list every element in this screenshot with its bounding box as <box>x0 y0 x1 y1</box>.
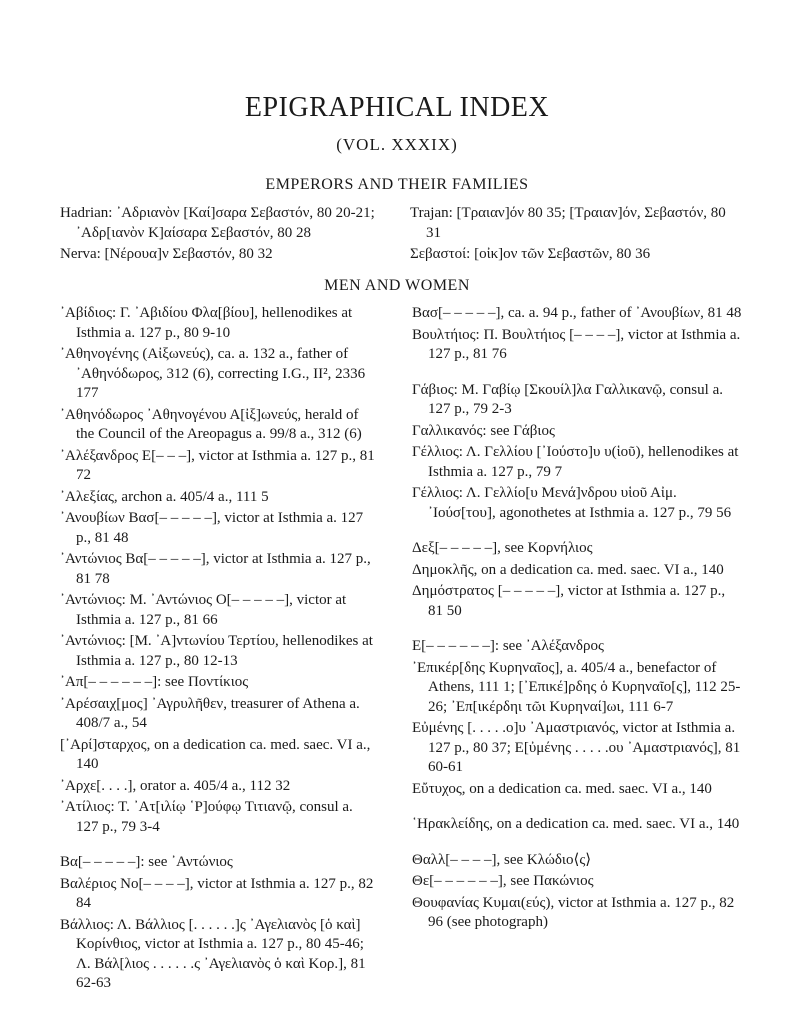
index-entry: ᾿Αλέξανδρος Ε[– – –], victor at Isthmia a. 127 p., 81 72 <box>60 447 375 483</box>
left-index-column <box>60 304 378 996</box>
letter-group-gap <box>412 623 742 637</box>
index-entry: Δεξ[– – – – –], see Κορνήλιος <box>412 540 593 556</box>
index-entry: ᾿Απ[– – – – – –]: see Ποντίκιος <box>60 674 249 690</box>
index-entry: Εὐμένης [. . . . .ο]υ ᾿Αμαστριανός, victor at Isthmia a. 127 p., 80 37; Ε[ὐμένης . . . . .ου ᾿Αμαστριανός], 81 60-61 <box>412 720 741 775</box>
letter-group-gap <box>60 839 378 853</box>
index-entry: Βαλέριος Νο[– – – –], victor at Isthmia a. 127 p., 82 84 <box>60 875 374 911</box>
index-entry: ᾿Επικέρ[δης Κυρηναῖος], a. 405/4 a., benefactor of Athens, 111 1; [᾿Επικέ]ρδης ὁ Κυρηναῖο[ς], 112 25-26; ᾿Επ[ικέρδηι τῶι Κυρηναί]ωι, 111 6-7 <box>412 659 741 715</box>
emperor-entry: Trajan: [Τραιαν]όν 80 35; [Τραιαν]όν, Σεβαστόν, 80 31 <box>410 205 726 241</box>
index-entry: ᾿Ανουβίων Βασ[– – – – –], victor at Isthmia a. 127 p., 81 48 <box>60 510 364 546</box>
index-entry: ῾Ηρακλείδης, on a dedication ca. med. saec. VI a., 140 <box>412 816 740 832</box>
index-entry: Γέλλιος: Λ. Γελλίο[υ Μενά]νδρου υἱοῦ Αἰμ. ᾿Ιούσ[του], agonothetes at Isthmia a. 127 p., 79 56 <box>412 485 732 521</box>
emperor-entry: Hadrian: ᾿Αδριανὸν [Καί]σαρα Σεβαστόν, 80 20-21; ᾿Αδρ[ιανὸν Κ]αίσαρα Σεβαστόν, 80 28 <box>60 205 375 241</box>
index-entry: ᾿Αλεξίας, archon a. 405/4 a., 111 5 <box>60 488 269 505</box>
index-entry: Δημοκλῆς, on a dedication ca. med. saec. VI a., 140 <box>412 561 724 578</box>
index-entry: ᾿Ατίλιος: Τ. ᾿Ατ[ιλίῳ ῾Ρ]ούφῳ Τιτιανῷ, consul a. 127 p., 79 3-4 <box>60 799 353 835</box>
index-entry: ᾿Αβίδιος: Γ. ᾿Αβιδίου Φλα[βίου], hellenodikes at Isthmia a. 127 p., 80 9-10 <box>60 305 353 341</box>
index-entry: Γέλλιος: Λ. Γελλίου [᾿Ιούστο]υ υ(ἱοῦ), hellenodikes at Isthmia a. 127 p., 79 7 <box>412 444 739 480</box>
index-entry: Βασ[– – – – –], ca. a. 94 p., father of ᾿Ανουβίων, 81 48 <box>412 305 742 321</box>
index-entry: ᾿Αθηνογένης (Αἰξωνεύς), ca. a. 132 a., father of ᾿Αθηνόδωρος, 312 (6), correcting I.G., II², 2336 177 <box>60 346 366 401</box>
letter-group-gap <box>412 801 742 815</box>
index-entry: ᾿Αρχε[. . . .], orator a. 405/4 a., 112 32 <box>60 777 291 794</box>
index-entry: Γάβιος: Μ. Γαβίῳ [Σκουίλ]λα Γαλλικανῷ, consul a. 127 p., 79 2-3 <box>412 381 723 417</box>
section-heading-men-women: MEN AND WOMEN <box>324 277 470 294</box>
index-entry: ᾿Αθηνόδωρος ᾿Αθηνογένου Α[ἰξ]ωνεύς, herald of the Council of the Areopagus a. 99/8 a., 312 (6) <box>60 406 362 442</box>
index-entry: ᾿Αντώνιος Βα[– – – – –], victor at Isthmia a. 127 p., 81 78 <box>60 551 371 587</box>
volume-subtitle: (VOL. XXXIX) <box>336 135 458 154</box>
index-entry: Βάλλιος: Λ. Βάλλιος [. . . . . .]ς ᾿Αγελιανὸς [ὁ καὶ] Κορίνθιος, victor at Isthmia a. 127 p., 80 45-46; Λ. Βάλ[λιος . . . . . .ς ᾿Αγελιανὸς ὁ καὶ Κορ.], 81 62-63 <box>60 916 366 991</box>
section-heading-emperors: EMPERORS AND THEIR FAMILIES <box>265 176 529 193</box>
index-entry: Ε[– – – – – –]: see ᾿Αλέξανδρος <box>412 638 604 654</box>
index-entry: Θε[– – – – – –], see Πακώνιος <box>412 873 594 889</box>
index-entry: ᾿Αρέσαιχ[μος] ᾿Αγρυλῆθεν, treasurer of Athena a. 408/7 a., 54 <box>60 695 360 731</box>
emperors-left-column <box>60 204 405 267</box>
index-entry: ᾿Αντώνιος: Μ. ᾿Αντώνιος Ο[– – – – –], victor at Isthmia a. 127 p., 81 66 <box>60 592 347 628</box>
index-entry: Δημόστρατος [– – – – –], victor at Isthmia a. 127 p., 81 50 <box>412 583 726 619</box>
page-title: EPIGRAPHICAL INDEX <box>244 92 550 123</box>
index-entry: Εὔτυχος, on a dedication ca. med. saec. VI a., 140 <box>412 780 712 797</box>
index-entry: Βουλτήιος: Π. Βουλτήιος [– – – –], victor at Isthmia a. 127 p., 81 76 <box>412 326 741 362</box>
right-index-column <box>412 304 742 935</box>
emperors-right-column <box>410 204 742 267</box>
letter-group-gap <box>412 837 742 851</box>
letter-group-gap <box>412 367 742 381</box>
index-entry: ᾿Αντώνιος: [Μ. ᾿Α]ντωνίου Τερτίου, hellenodikes at Isthmia a. 127 p., 80 12-13 <box>60 633 373 669</box>
index-entry: Θαλλ[– – – –], see Κλώδιο⟨ς⟩ <box>412 851 592 868</box>
index-entry: Θουφανίας Κυμαι(εύς), victor at Isthmia a. 127 p., 82 96 (see photograph) <box>412 894 735 930</box>
index-entry: [᾿Αρί]σταρχος, on a dedication ca. med. saec. VI a., 140 <box>60 736 371 772</box>
emperor-entry: Σεβαστοί: [οἰκ]ον τῶν Σεβαστῶν, 80 36 <box>410 246 651 262</box>
letter-group-gap <box>412 525 742 539</box>
index-entry: Βα[– – – – –]: see ᾿Αντώνιος <box>60 854 233 870</box>
index-entry: Γαλλικανός: see Γάβιος <box>412 422 555 439</box>
emperor-entry: Nerva: [Νέρουα]ν Σεβαστόν, 80 32 <box>60 246 273 262</box>
